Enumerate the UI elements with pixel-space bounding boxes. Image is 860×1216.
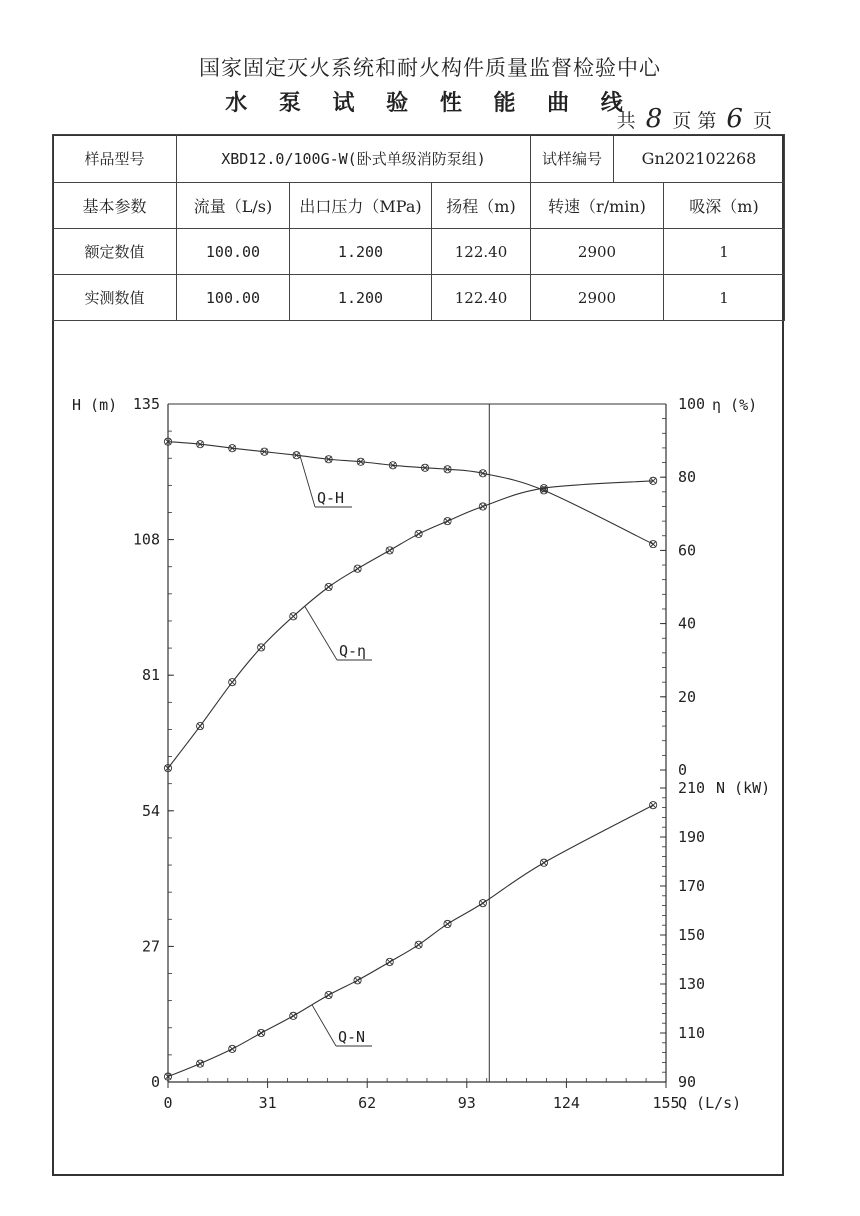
series-label: Q-N (338, 1028, 366, 1046)
data-point-mark (197, 723, 203, 729)
col-header: 出口压力（MPa) (290, 183, 432, 229)
table-cell: 额定数值 (53, 229, 177, 275)
model-label: 样品型号 (53, 135, 177, 183)
table-cell: 1 (664, 275, 785, 321)
x-tick-label: 31 (258, 1094, 277, 1112)
n-tick-label: 170 (678, 877, 706, 895)
page-prefix: 共 (616, 110, 636, 132)
h-tick-label: 135 (132, 395, 160, 413)
series-leader (300, 456, 315, 507)
page-suffix: 页 (752, 110, 772, 132)
data-point-mark (290, 613, 296, 619)
page-total: 8 (645, 104, 663, 134)
data-point-mark (229, 1046, 235, 1052)
table-cell: 2900 (531, 229, 664, 275)
eta-tick-label: 60 (678, 541, 697, 560)
h-tick-label: 108 (132, 530, 160, 549)
table-cell: 122.40 (432, 229, 531, 275)
eta-tick-label: 40 (678, 614, 697, 633)
col-header: 扬程（m) (432, 183, 531, 229)
series-line-Q-H (168, 442, 653, 544)
data-point-mark (650, 541, 656, 547)
eta-tick-label: 80 (678, 468, 697, 487)
eta-tick-label: 0 (678, 761, 688, 779)
col-header: 吸深（m) (664, 183, 785, 229)
data-point-mark (326, 992, 332, 998)
x-tick-label: 62 (358, 1094, 377, 1112)
page-mid: 页 第 (672, 110, 717, 132)
data-point-mark (258, 1030, 264, 1036)
data-point-mark (445, 921, 451, 927)
col-header: 转速（r/min) (531, 183, 664, 229)
data-point-mark (387, 547, 393, 553)
series-line-Q-N (168, 805, 653, 1076)
data-point-mark (258, 644, 264, 650)
eta-tick-label: 100 (678, 395, 706, 413)
n-tick-label: 90 (678, 1073, 697, 1091)
table-cell: 1.200 (290, 275, 432, 321)
data-point-mark (480, 900, 486, 906)
table-cell: 实测数值 (53, 275, 177, 321)
h-tick-label: 0 (150, 1073, 160, 1091)
org-title: 国家固定灭火系统和耐火构件质量监督检验中心 (199, 56, 661, 80)
table-cell: 122.40 (432, 275, 531, 321)
table-cell: 1 (664, 229, 785, 275)
x-tick-label: 124 (552, 1094, 580, 1112)
table-cell: 100.00 (177, 229, 290, 275)
x-tick-label: 93 (457, 1094, 476, 1112)
model-value: XBD12.0/100G-W(卧式单级消防泵组) (177, 135, 531, 183)
data-point-mark (480, 503, 486, 509)
table-cell: 2900 (531, 275, 664, 321)
h-tick-label: 81 (141, 666, 160, 685)
h-tick-label: 27 (141, 937, 160, 956)
data-point-mark (541, 860, 547, 866)
n-axis-label: N (kW) (716, 779, 771, 797)
x-axis-label: Q (L/s) (678, 1094, 742, 1112)
table-cell: 1.200 (290, 229, 432, 275)
h-tick-label: 54 (141, 801, 160, 820)
page-current: 6 (726, 104, 743, 134)
x-tick-label: 0 (163, 1094, 173, 1112)
doc-title: 水 泵 试 验 性 能 曲 线 (225, 90, 635, 116)
sample-no-label: 试样编号 (531, 135, 614, 182)
x-tick-label: 155 (652, 1094, 680, 1112)
data-point-mark (416, 942, 422, 948)
data-point-mark (326, 584, 332, 590)
eta-tick-label: 20 (678, 687, 697, 706)
series-leader (305, 607, 337, 660)
n-tick-label: 190 (678, 828, 706, 846)
series-label: Q-H (317, 489, 345, 507)
sample-no-value: Gn202102268 (641, 149, 757, 168)
n-tick-label: 210 (678, 779, 706, 797)
data-point-mark (197, 1061, 203, 1067)
data-point-mark (650, 802, 656, 808)
data-point-mark (355, 566, 361, 572)
data-point-mark (416, 531, 422, 537)
table-cell: 100.00 (177, 275, 290, 321)
col-header: 流量（L/s) (177, 183, 290, 229)
n-tick-label: 150 (678, 926, 706, 944)
data-point-mark (445, 518, 451, 524)
eta-axis-label: η (%) (712, 396, 758, 414)
series-label: Q-η (339, 642, 367, 660)
series-line-Q-η (168, 481, 653, 768)
series-leader (312, 1005, 336, 1046)
data-point-mark (387, 959, 393, 965)
n-tick-label: 130 (678, 975, 706, 993)
col-header: 基本参数 (53, 183, 177, 229)
data-point-mark (290, 1013, 296, 1019)
data-point-mark (355, 977, 361, 983)
h-axis-label: H (m) (72, 396, 118, 414)
n-tick-label: 110 (678, 1024, 706, 1042)
data-point-mark (229, 679, 235, 685)
